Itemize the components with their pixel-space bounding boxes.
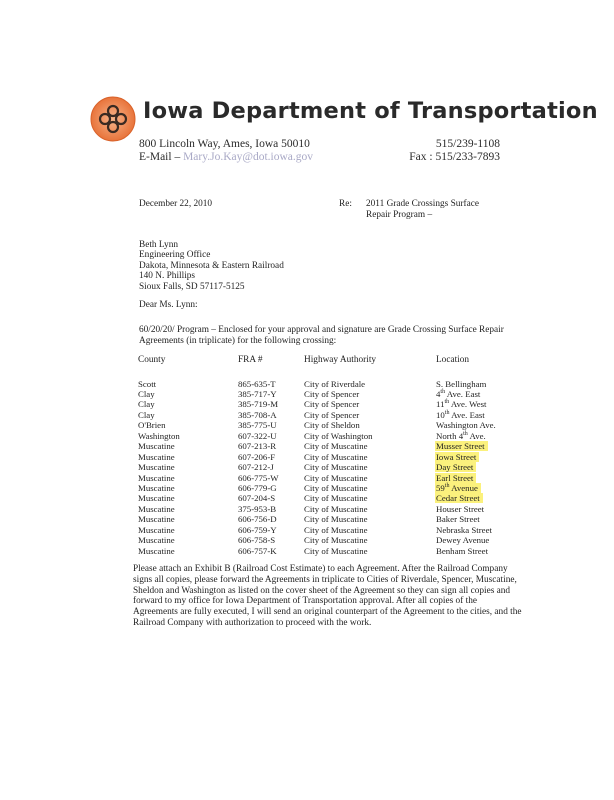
header-county: County xyxy=(138,355,166,365)
authority-cell: City of Muscatine xyxy=(304,483,368,493)
addressee-line: 140 N. Phillips xyxy=(139,271,196,282)
location-cell xyxy=(436,441,488,451)
subject-line xyxy=(339,199,479,210)
ordinal-suffix: th xyxy=(444,399,450,406)
location-main: Day Street xyxy=(436,462,474,473)
location-cell xyxy=(436,483,481,493)
location-cell xyxy=(436,389,480,399)
authority-cell: City of Sheldon xyxy=(304,420,360,431)
ordinal-suffix: th xyxy=(440,389,446,396)
table-row xyxy=(0,493,614,503)
location-main: Musser Street xyxy=(436,441,485,452)
highlighted-location xyxy=(435,473,476,483)
fax-number: 515/233-7893 xyxy=(435,151,500,163)
county-cell: Muscatine xyxy=(138,441,175,452)
table-row xyxy=(0,525,614,535)
addressee-line: Dakota, Minnesota & Eastern Railroad xyxy=(139,260,284,271)
location-cell xyxy=(436,431,486,441)
location-suffix: Ave. West xyxy=(449,399,487,410)
addressee-line: Sioux Falls, SD 57117-5125 xyxy=(139,281,245,292)
location-main: Nebraska Street xyxy=(436,524,492,535)
location-text xyxy=(436,504,484,514)
county-cell: Muscatine xyxy=(138,514,175,525)
fra-cell: 385-717-Y xyxy=(238,388,277,399)
ordinal-suffix: th xyxy=(444,409,450,416)
location-main: 10 xyxy=(436,409,445,420)
location-text xyxy=(436,379,486,389)
county-cell: Clay xyxy=(138,388,155,399)
location-cell xyxy=(436,410,485,420)
addressee-line: Engineering Office xyxy=(139,250,211,261)
table-row xyxy=(0,410,614,420)
letter-date: December 22, 2010 xyxy=(139,199,213,209)
authority-cell: City of Muscatine xyxy=(304,472,368,483)
location-suffix: Ave. East xyxy=(449,409,485,420)
table-row xyxy=(0,399,614,409)
table-row xyxy=(0,483,614,493)
fra-cell: 606-775-W xyxy=(238,472,279,483)
location-main: 59 xyxy=(436,483,445,493)
location-main: 4 xyxy=(436,388,441,399)
fra-cell: 385-775-U xyxy=(238,420,277,431)
location-main: Benham Street xyxy=(436,545,489,556)
email-line xyxy=(139,151,313,163)
table-row xyxy=(0,379,614,389)
location-suffix: Ave. xyxy=(467,430,486,441)
fax-label: Fax : xyxy=(409,151,436,163)
location-main: Washington Ave. xyxy=(436,420,496,431)
table-row xyxy=(0,420,614,430)
county-cell: Muscatine xyxy=(138,483,175,493)
location-main: Cedar Street xyxy=(436,493,480,504)
county-cell: Muscatine xyxy=(138,472,175,483)
highlighted-location xyxy=(435,493,483,503)
fra-cell: 607-204-S xyxy=(238,493,276,504)
subject-text-1: 2011 Grade Crossings Surface xyxy=(366,199,480,209)
location-text xyxy=(436,420,496,430)
county-cell: Clay xyxy=(138,399,155,410)
authority-cell: City of Spencer xyxy=(304,409,360,420)
header-location: Location xyxy=(436,355,470,365)
county-cell: Muscatine xyxy=(138,535,175,546)
location-cell xyxy=(436,462,476,472)
fra-cell: 606-756-D xyxy=(238,514,277,525)
location-cell xyxy=(436,493,483,503)
authority-cell: City of Spencer xyxy=(304,399,360,410)
fra-cell: 607-322-U xyxy=(238,430,277,441)
subject-label: Re: xyxy=(339,199,352,209)
email-label: E-Mail – xyxy=(139,151,184,163)
agency-address: 800 Lincoln Way, Ames, Iowa 50010 xyxy=(139,138,310,150)
location-cell xyxy=(436,546,488,556)
location-text xyxy=(436,514,480,524)
authority-cell: City of Muscatine xyxy=(304,493,368,504)
fra-cell: 375-953-B xyxy=(238,503,277,514)
location-text xyxy=(436,525,492,535)
fax-line xyxy=(409,151,500,163)
ordinal-suffix: th xyxy=(444,483,450,490)
fra-cell: 385-719-M xyxy=(238,399,279,410)
table-row xyxy=(0,514,614,524)
county-cell: Clay xyxy=(138,409,155,420)
iowa-dot-logo-icon xyxy=(90,96,136,142)
location-cell xyxy=(436,379,486,389)
fra-cell: 606-779-G xyxy=(238,483,277,493)
county-cell: Muscatine xyxy=(138,545,175,556)
fra-cell: 606-758-S xyxy=(238,535,276,546)
authority-cell: City of Muscatine xyxy=(304,503,368,514)
table-row xyxy=(0,452,614,462)
email-address: Mary.Jo.Kay@dot.iowa.gov xyxy=(183,151,314,163)
location-text xyxy=(436,410,485,420)
addressee-line: Beth Lynn xyxy=(139,240,178,250)
location-cell xyxy=(436,399,486,409)
addressee-block xyxy=(139,240,284,292)
location-main: 11 xyxy=(436,399,445,410)
location-text xyxy=(436,546,488,556)
location-cell xyxy=(436,535,489,545)
location-cell xyxy=(436,420,496,430)
county-cell: Muscatine xyxy=(138,493,175,504)
county-cell: Muscatine xyxy=(138,503,175,514)
authority-cell: City of Muscatine xyxy=(304,514,368,525)
authority-cell: City of Muscatine xyxy=(304,462,368,473)
table-row xyxy=(0,473,614,483)
authority-cell: City of Muscatine xyxy=(304,535,368,546)
fra-cell: 607-213-R xyxy=(238,441,277,452)
location-text xyxy=(436,389,480,399)
location-main: S. Bellingham xyxy=(436,378,487,389)
highlighted-location xyxy=(435,441,488,451)
intro-paragraph: 60/20/20/ Program – Enclosed for your approval and signature are Grade Crossing Surface Repair Agreements (in triplicate) for the following crossing: xyxy=(139,325,504,346)
fra-cell: 385-708-A xyxy=(238,409,277,420)
county-cell: Muscatine xyxy=(138,462,175,473)
authority-cell: City of Washington xyxy=(304,430,373,441)
location-text xyxy=(436,431,486,441)
ordinal-suffix: th xyxy=(463,430,468,437)
county-cell: O'Brien xyxy=(138,420,166,431)
location-cell xyxy=(436,473,476,483)
location-cell xyxy=(436,514,480,524)
county-cell: Muscatine xyxy=(138,451,175,462)
header-authority: Highway Authority xyxy=(304,355,377,365)
fra-cell: 607-206-F xyxy=(238,451,276,462)
table-row xyxy=(0,504,614,514)
agency-name: Iowa Department of Transportation xyxy=(143,98,598,124)
location-cell xyxy=(436,452,479,462)
location-text xyxy=(436,535,489,545)
county-cell: Scott xyxy=(138,378,157,389)
authority-cell: City of Muscatine xyxy=(304,441,368,452)
county-cell: Muscatine xyxy=(138,524,175,535)
header-fra: FRA # xyxy=(238,355,263,365)
authority-cell: City of Muscatine xyxy=(304,451,368,462)
table-row xyxy=(0,546,614,556)
location-main: Baker Street xyxy=(436,514,480,525)
subject-text-2: Repair Program – xyxy=(366,210,433,220)
authority-cell: City of Muscatine xyxy=(304,524,368,535)
table-row xyxy=(0,431,614,441)
authority-cell: City of Spencer xyxy=(304,388,360,399)
location-suffix: Avenue xyxy=(449,483,478,493)
table-row xyxy=(0,389,614,399)
location-cell xyxy=(436,525,492,535)
highlighted-location xyxy=(435,462,476,472)
fra-cell: 606-757-K xyxy=(238,545,277,556)
phone-number: 515/239-1108 xyxy=(435,138,500,150)
fra-cell: 606-759-Y xyxy=(238,524,277,535)
salutation: Dear Ms. Lynn: xyxy=(139,300,198,310)
table-header-row xyxy=(0,355,614,365)
location-main: Earl Street xyxy=(436,472,474,483)
authority-cell: City of Riverdale xyxy=(304,378,366,389)
table-row xyxy=(0,535,614,545)
highlighted-location xyxy=(435,483,481,493)
county-cell: Washington xyxy=(138,430,180,441)
authority-cell: City of Muscatine xyxy=(304,545,368,556)
fra-cell: 607-212-J xyxy=(238,462,274,473)
location-main: Iowa Street xyxy=(436,451,477,462)
location-main: North 4 xyxy=(436,430,464,441)
closing-paragraph: Please attach an Exhibit B (Railroad Cost Estimate) to each Agreement. After the Railroad Company signs all copies, please forward the Agreements in triplicate to Cities of Riverdale, Spencer, Muscatine, Sheldon and Washington as listed on the cover sheet of the Agreement so they can sign all copies and forward to my office for Iowa Department of Transportation approval. After all copies of the Agreements are fully executed, I will send an original counterpart of the Agreement to the cities, and the Railroad Company with authorization to proceed with the work. xyxy=(133,564,522,628)
location-text xyxy=(436,399,486,409)
location-main: Dewey Avenue xyxy=(436,535,490,546)
table-row xyxy=(0,462,614,472)
highlighted-location xyxy=(435,452,479,462)
fra-cell: 865-635-T xyxy=(238,378,276,389)
location-suffix: Ave. East xyxy=(445,388,481,399)
table-row xyxy=(0,441,614,451)
location-cell xyxy=(436,504,484,514)
location-main: Houser Street xyxy=(436,503,485,514)
